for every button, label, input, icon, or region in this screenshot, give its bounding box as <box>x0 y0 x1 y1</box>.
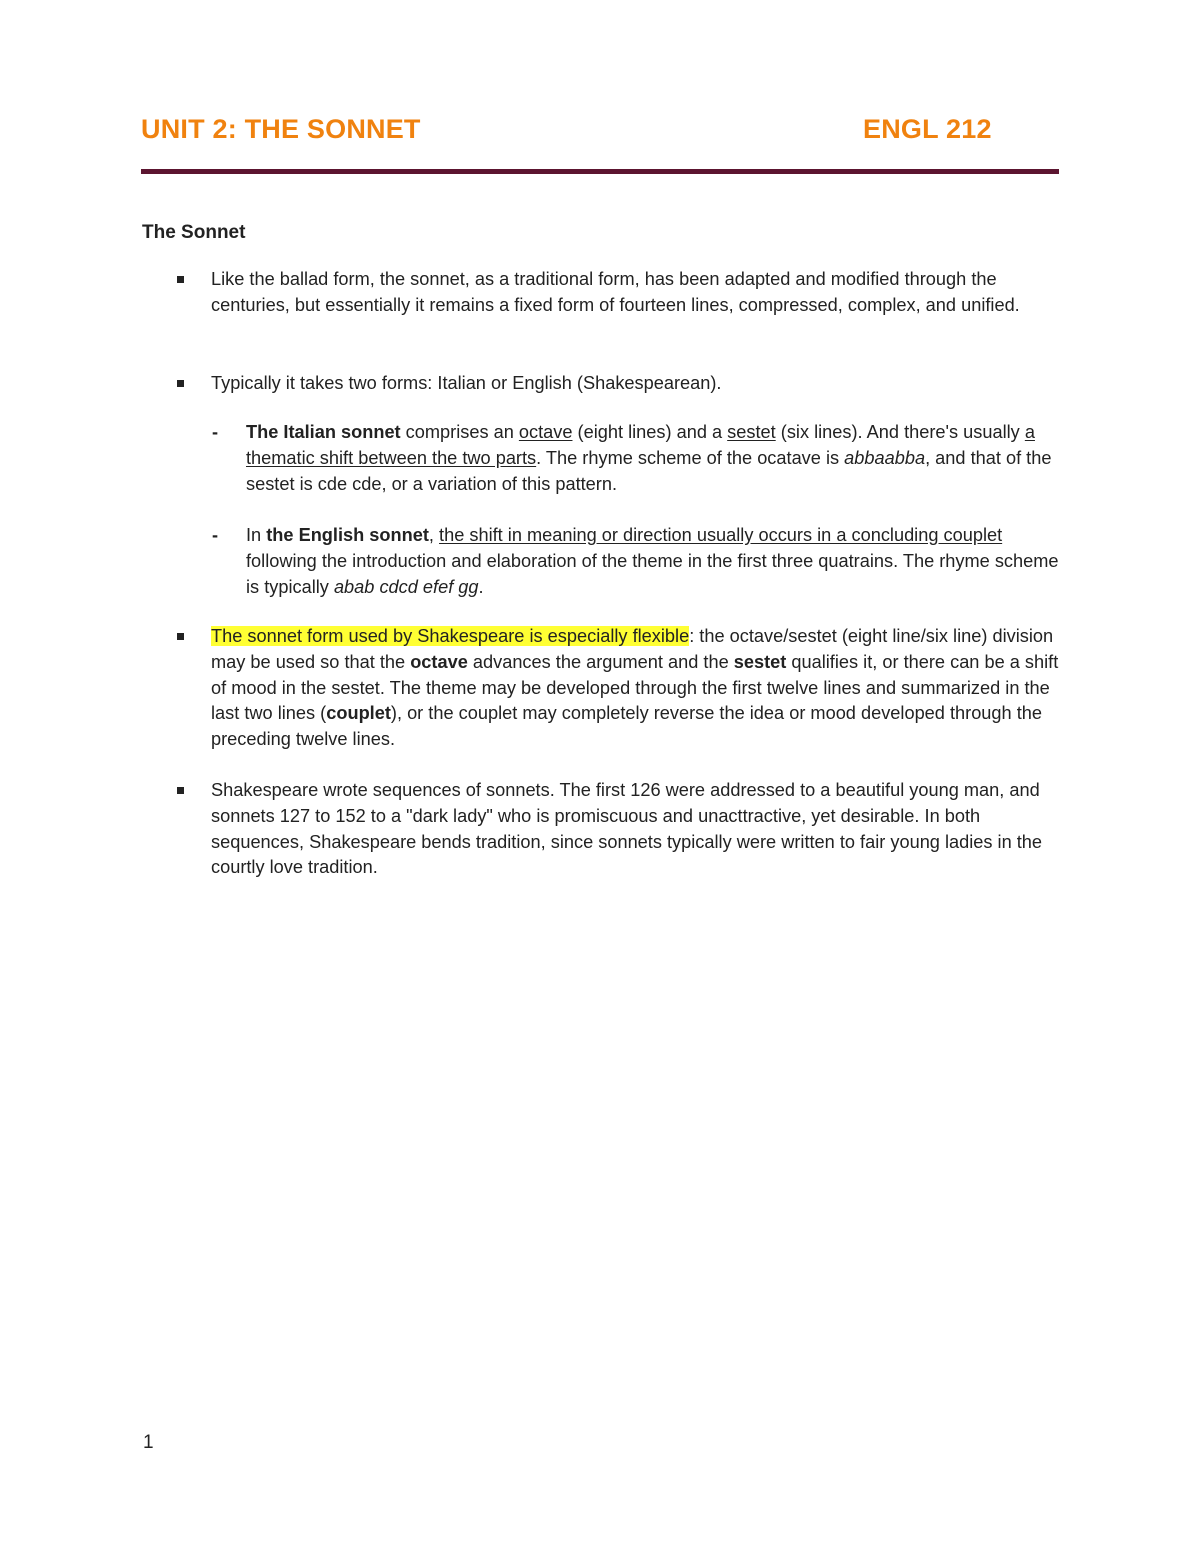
bullet-item-sequences <box>211 778 1061 881</box>
couplet-bold-term: couplet <box>326 703 391 724</box>
text-run: (eight lines) and a <box>572 422 728 442</box>
octave-bold-term: octave <box>410 651 468 672</box>
header-divider <box>141 169 1059 174</box>
square-bullet-icon <box>177 276 184 283</box>
text-run: : the octave/sestet (eight line/six line) division may be used so that the <box>211 626 1054 672</box>
course-code: ENGL 212 <box>863 114 992 144</box>
square-bullet-icon <box>177 633 184 640</box>
page-number: 1 <box>143 1432 154 1453</box>
text-run: following the introduction and elaboration of the theme in the first three quatrains. The rhyme scheme is typically <box>246 550 1059 597</box>
octave-term: octave <box>518 422 573 442</box>
sestet-bold-term: sestet <box>733 651 787 672</box>
text-run: ), or the couplet may completely reverse the idea or mood developed through the preceding twelve lines. <box>211 703 1042 750</box>
text-run: In <box>246 525 267 545</box>
text-run: qualifies it, or there can be a shift of mood in the sestet. The theme may be developed through the first twelve lines and summarized in the last two lines ( <box>211 651 1059 724</box>
text-run: , and that of the sestet is cde cde, or a variation of this pattern. <box>246 447 1052 494</box>
sub-item-english-sonnet <box>212 523 1066 600</box>
text-run: (six lines). And there's usually <box>775 422 1025 442</box>
text-run: comprises an <box>400 422 519 442</box>
rhyme-scheme-english: abab cdcd efef gg <box>333 576 479 597</box>
text-run: advances the argument and the <box>467 651 734 672</box>
highlighted-phrase: The sonnet form used by Shakespeare is especially flexible <box>211 626 690 646</box>
bullet-text: Like the ballad form, the sonnet, as a traditional form, has been adapted and modified through the centuries, but essentially it remains a fixed form of fourteen lines, compressed, complex, and unified. <box>211 269 1020 315</box>
text-run: . <box>478 576 484 597</box>
bullet-text: Shakespeare wrote sequences of sonnets. The first 126 were addressed to a beautiful young man, and sonnets 127 to 152 to a "dark lady" who is promiscuous and unacttractive, yet desirable. In both sequences, Shakespeare bends tradition, since sonnets typically were written to fair young ladies in the courtly love tradition. <box>211 780 1043 878</box>
section-title: The Sonnet <box>142 222 246 243</box>
shift-in-meaning-phrase: the shift in meaning or direction usually occurs in a concluding couplet <box>439 525 1003 545</box>
rhyme-scheme-italian: abbaabba <box>844 447 926 468</box>
unit-title: UNIT 2: THE SONNET <box>141 114 421 144</box>
bullet-item-ballad <box>211 267 1061 319</box>
bullet-item-two-forms <box>211 371 1061 397</box>
dash-bullet-icon: - <box>212 525 219 545</box>
square-bullet-icon <box>177 380 184 387</box>
bullet-item-shakespeare-flexible <box>211 624 1061 753</box>
square-bullet-icon <box>177 787 184 794</box>
sestet-term: sestet <box>727 422 776 442</box>
english-sonnet-term: the English sonnet <box>266 525 429 545</box>
sub-item-italian-sonnet <box>212 420 1066 497</box>
italian-sonnet-term: The Italian sonnet <box>246 422 401 442</box>
thematic-shift-phrase: a thematic shift between the two parts <box>246 422 1035 468</box>
dash-bullet-icon: - <box>212 422 219 442</box>
text-run: . The rhyme scheme of the ocatave is <box>536 447 845 468</box>
bullet-text: Typically it takes two forms: Italian or English (Shakespearean). <box>211 373 722 393</box>
text-run: , <box>428 525 440 545</box>
